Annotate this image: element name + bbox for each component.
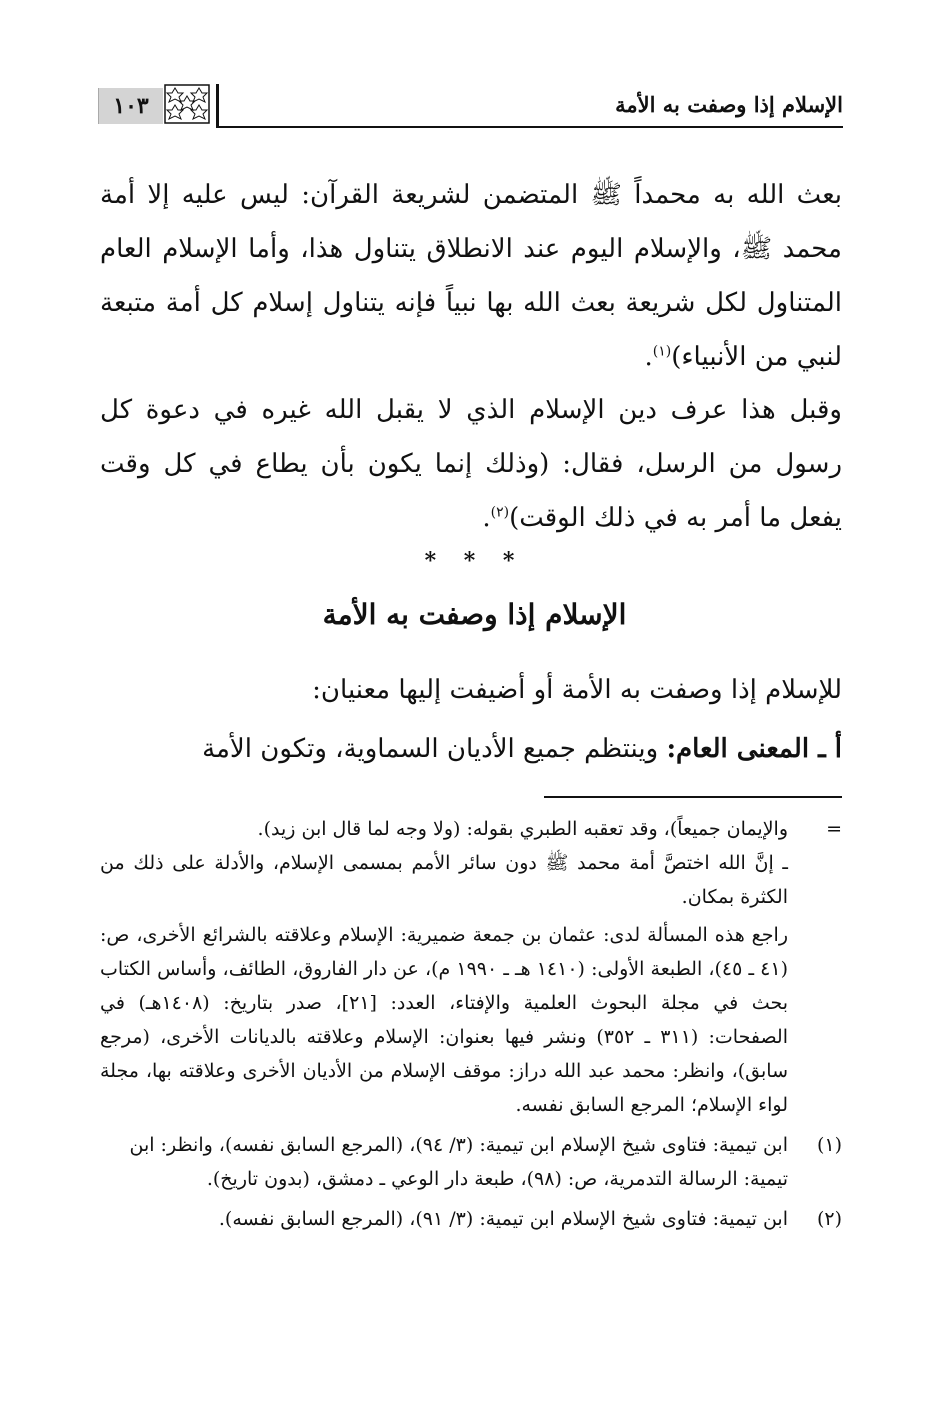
footnotes <box>100 812 842 1236</box>
header-rule <box>218 126 843 128</box>
paragraph-1-text: بعث الله به محمداً ﷺ المتضمن لشريعة القرآن: ليس عليه إلا أمة محمد ﷺ، والإسلام اليوم عند الانطلاق يتناول هذا، وأما الإسلام العام المتناول لكل شريعة بعث الله بها نبياً فإنه يتناول إسلام كل أمة متبعة لنبي من الأنبياء) <box>100 180 842 372</box>
footnote-ref-1: (١) <box>652 343 672 360</box>
section-separator-stars: * * * <box>424 548 525 574</box>
paragraph-2-text: وقبل هذا عرف دين الإسلام الذي لا يقبل الله غيره في دعوة كل رسول من الرسل، فقال: (وذلك إنما يكون بأن يطاع في كل وقت يفعل ما أمر به في ذلك الوقت) <box>100 395 842 533</box>
footnote-text: ابن تيمية: فتاوى شيخ الإسلام ابن تيمية: (٣/ ٩١)، (المرجع السابق نفسه). <box>218 1208 788 1230</box>
footnote-continuation <box>100 812 842 1122</box>
footnote-text: ابن تيمية: فتاوى شيخ الإسلام ابن تيمية: (٣/ ٩٤)، (المرجع السابق نفسه)، وانظر: ابن تيمية: الرسالة التدمرية، ص: (٩٨)، طبعة دار الوعي ـ دمشق، (بدون تاريخ). <box>129 1134 788 1190</box>
running-title: الإسلام إذا وصفت به الأمة <box>615 92 843 117</box>
geometric-star-ornament-icon <box>164 84 210 124</box>
footnote-2 <box>100 1202 842 1236</box>
footnote-1 <box>100 1128 842 1196</box>
paragraph-2 <box>100 383 842 545</box>
page-number: ١٠٣ <box>98 88 163 124</box>
paragraph-2-end: . <box>482 503 491 533</box>
paragraph-4-term: أ ـ المعنى العام: <box>666 734 842 764</box>
continuation-mark: = <box>826 818 842 840</box>
header-divider <box>216 84 219 128</box>
paragraph-1-end: . <box>644 342 653 372</box>
paragraph-1 <box>100 168 842 384</box>
section-heading: الإسلام إذا وصفت به الأمة <box>322 598 627 631</box>
continuation-line-3: راجع هذه المسألة لدى: عثمان بن جمعة ضميرية: الإسلام وعلاقته بالشرائع الأخرى، ص: (٤١ ـ ٤٥)، الطبعة الأولى: (١٤١٠ هـ ـ ١٩٩٠ م)، عن دار الفاروق، الطائف، وأساس الكتاب بحث في مجلة البحوث العلمية والإفتاء، العدد: [٢١]، صدر بتاريخ: (١٤٠٨هـ) في الصفحات: (٣١١ ـ ٣٥٢) ونشر فيها بعنوان: الإسلام وعلاقته بالديانات الأخرى، (مرجع سابق)، وانظر: محمد عبد الله دراز: موقف الإسلام من الأديان الأخرى وعلاقته بها، مجلة لواء الإسلام؛ المرجع السابق نفسه. <box>100 924 788 1116</box>
paragraph-4 <box>100 722 842 776</box>
continuation-line-2: ـ إنَّ الله اختصَّ أمة محمد ﷺ دون سائر الأمم بمسمى الإسلام، والأدلة على ذلك من الكثرة بمكان. <box>100 852 788 908</box>
footnote-number: (٢) <box>816 1208 842 1230</box>
footnote-ref-2: (٢) <box>490 504 510 521</box>
page-header <box>98 78 843 128</box>
footnote-separator <box>544 796 842 798</box>
footnote-number: (١) <box>816 1134 842 1156</box>
continuation-line-1: والإيمان جميعاً)، وقد تعقبه الطبري بقوله: (ولا وجه لما قال ابن زيد). <box>257 818 788 840</box>
paragraph-3: للإسلام إذا وصفت به الأمة أو أضيفت إليها معنيان: <box>312 675 842 705</box>
paragraph-4-text: وينتظم جميع الأديان السماوية، وتكون الأمة <box>202 734 667 764</box>
